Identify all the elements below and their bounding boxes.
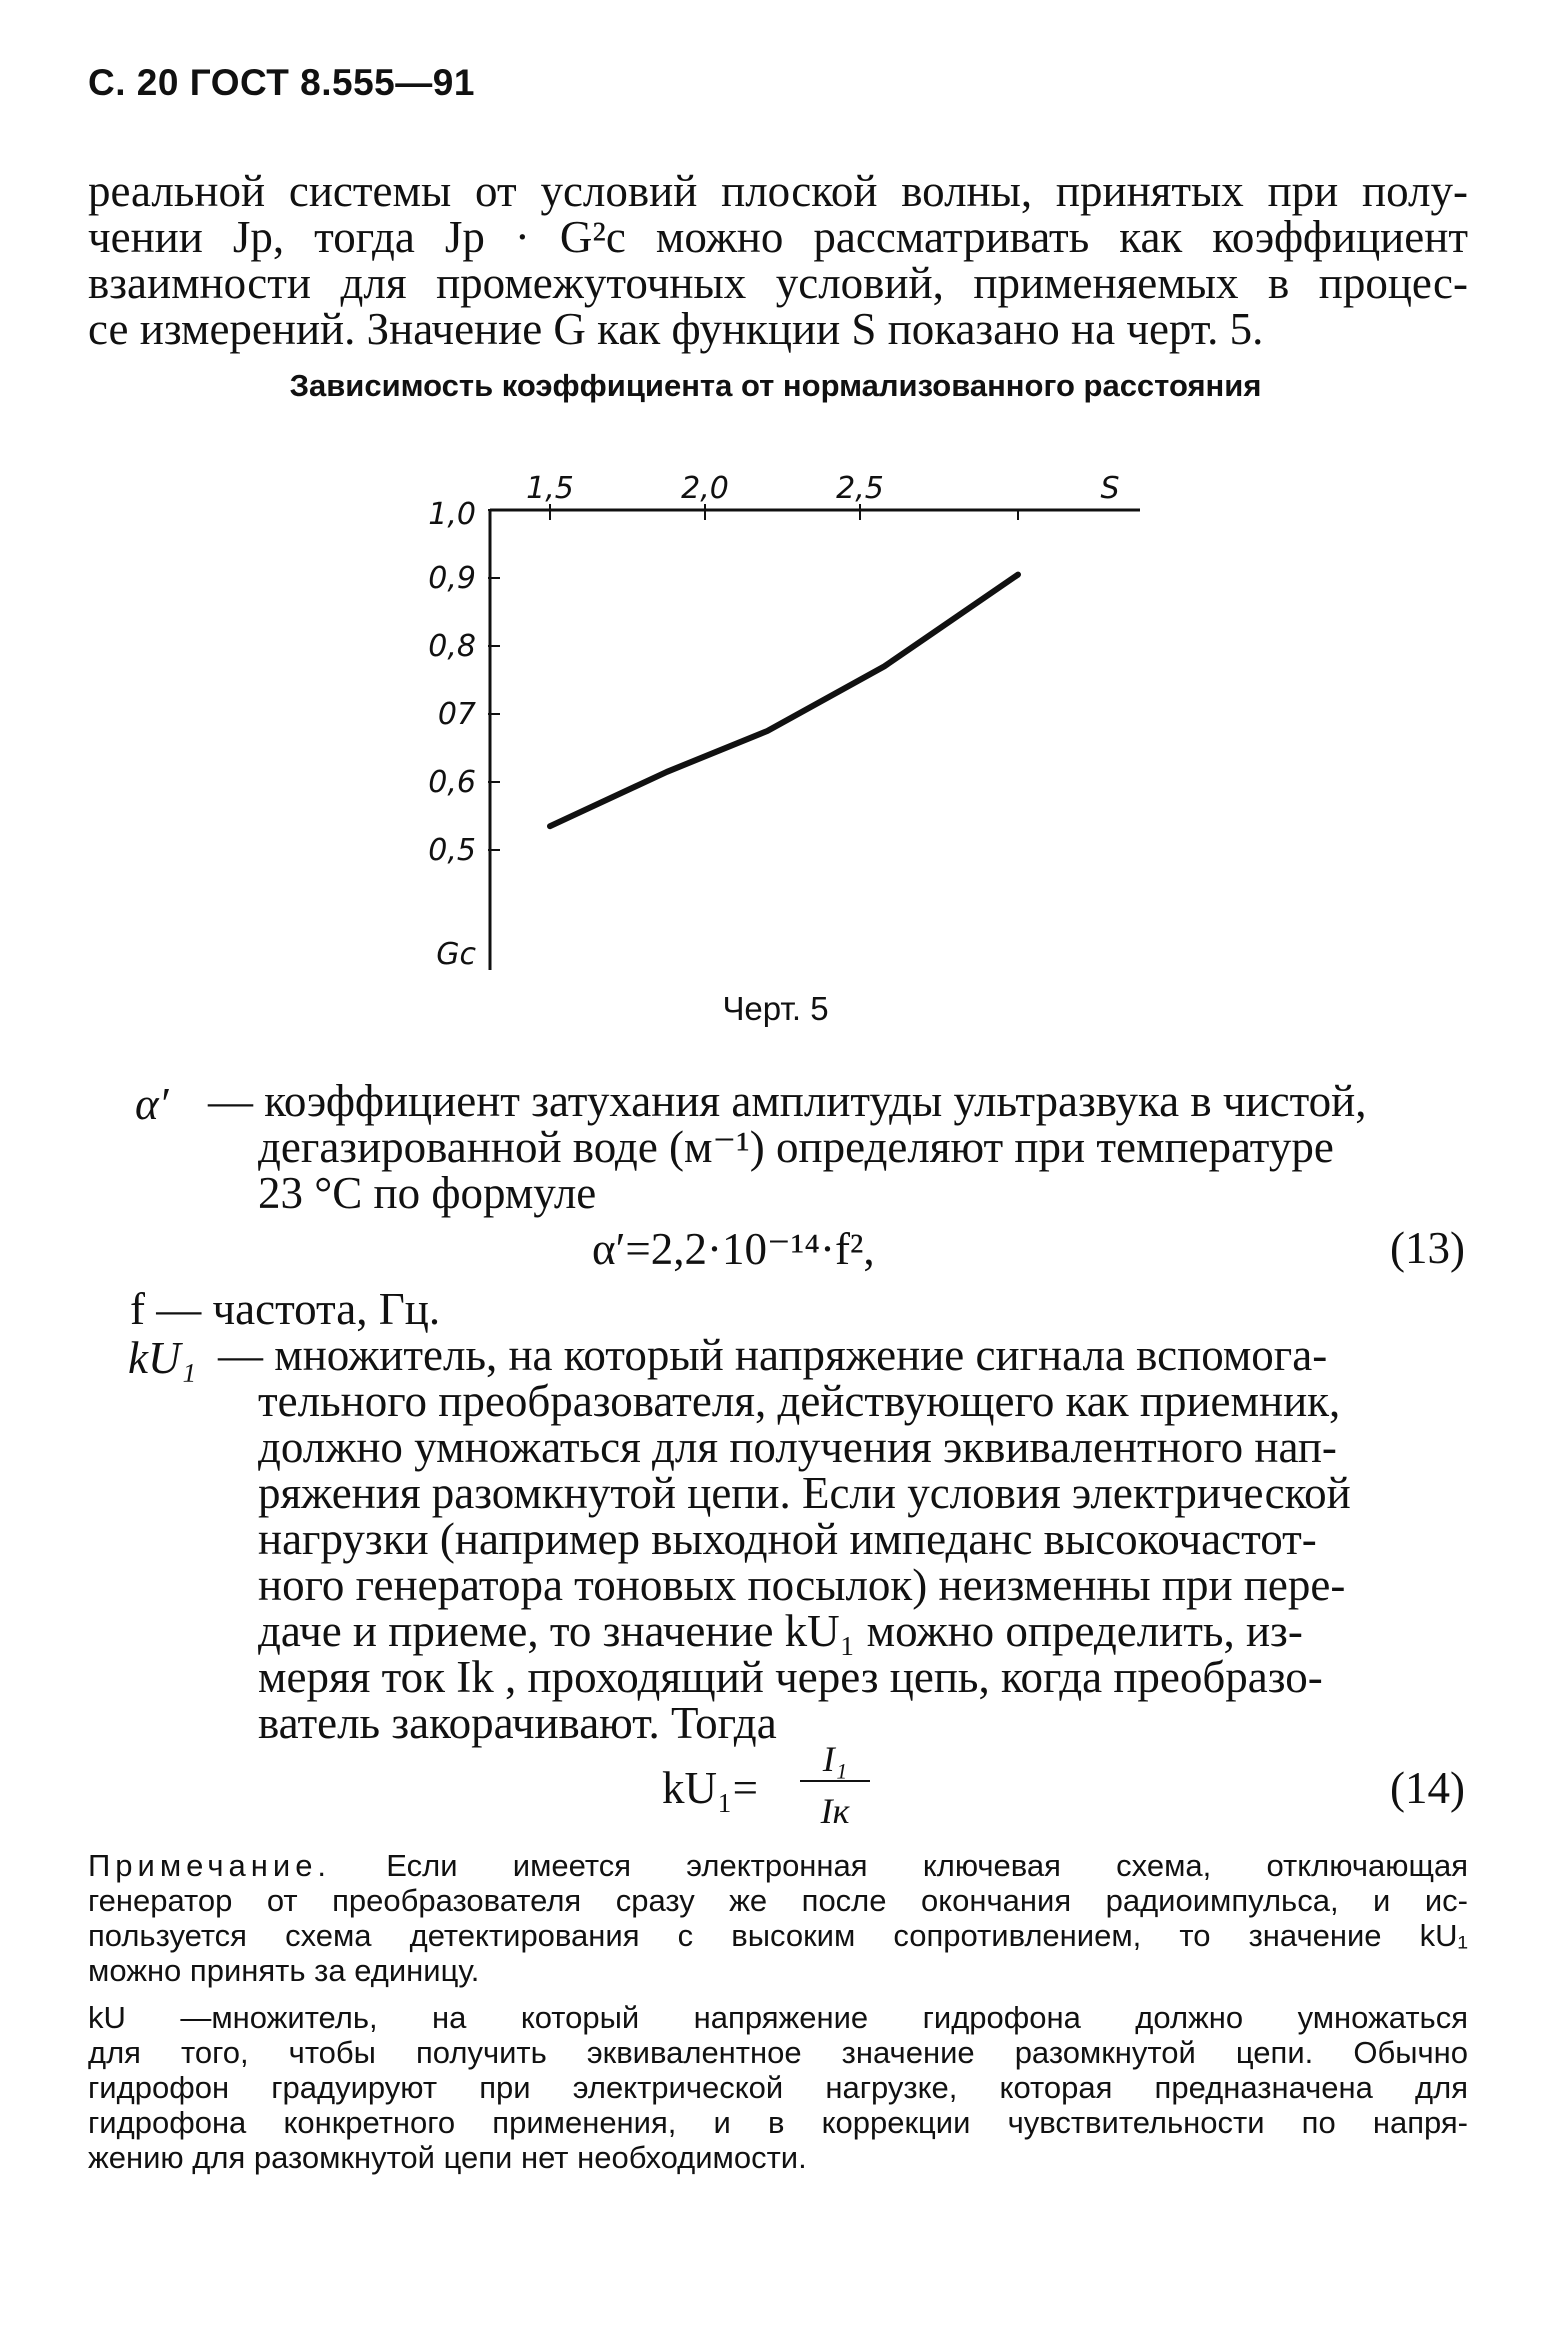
- note-block: [88, 1848, 1468, 1988]
- note-line: гидрофона конкретного применения, и в коррекции чувствительности по напря-: [88, 2105, 1468, 2140]
- text-line: реальной системы от условий плоской волны, принятых при полу-: [88, 166, 1468, 216]
- note-line: жению для разомкнутой цепи нет необходимости.: [88, 2140, 807, 2175]
- text-line: взаимности для промежуточных условий, применяемых в процес-: [88, 258, 1468, 308]
- text-line: се измерений. Значение G как функции S показано на черт. 5.: [88, 304, 1264, 354]
- f-definition: f — частота, Гц.: [130, 1284, 441, 1334]
- y-axis-label: Gc: [436, 937, 476, 972]
- text-line: тельного преобразователя, действующего как приемник,: [258, 1376, 1341, 1426]
- text-line: 23 °С по формуле: [258, 1168, 597, 1218]
- note-line: можно принять за единицу.: [88, 1953, 480, 1988]
- text-line: должно умножаться для получения эквивалентного нап-: [258, 1422, 1337, 1472]
- y-tick-label: 0,5: [428, 833, 476, 868]
- formula-14-denominator: Iк: [820, 1791, 850, 1831]
- note-line: генератор от преобразователя сразу же после окончания радиоимпульса, и ис-: [88, 1883, 1468, 1918]
- y-tick-label: 0,8: [428, 629, 476, 664]
- note-line: пользуется схема детектирования с высоким сопротивлением, то значение kU₁: [88, 1918, 1468, 1953]
- chart: [380, 440, 1180, 1000]
- figure-caption: Черт. 5: [722, 990, 829, 1027]
- x-tick-label: 2,0: [681, 471, 729, 506]
- y-tick-label: 0,6: [428, 765, 476, 800]
- equation-number-14: (14): [1390, 1763, 1465, 1813]
- text-line: — коэффициент затухания амплитуды ультразвука в чистой,: [208, 1076, 1367, 1126]
- note-label: Примечание.: [88, 1848, 332, 1883]
- y-tick-label: 0,9: [428, 561, 476, 596]
- series-line: [550, 575, 1018, 827]
- text-line: ряжения разомкнутой цепи. Если условия электрической: [258, 1468, 1351, 1518]
- x-tick-label: 1,5: [526, 471, 574, 506]
- text-line: дегазированной воде (м⁻¹) определяют при температуре: [258, 1122, 1334, 1172]
- ku1-definition-cont: [258, 1378, 1351, 1746]
- text-line: ватель закорачивают. Тогда: [258, 1698, 777, 1748]
- intro-paragraph: [88, 168, 1468, 352]
- alpha-definition-cont: [258, 1124, 1334, 1216]
- text-line: — множитель, на который напряжение сигнала вспомога-: [218, 1330, 1328, 1380]
- equation-number-13: (13): [1390, 1223, 1465, 1273]
- y-tick-label: 07: [437, 697, 476, 732]
- ku1-symbol: kU₁: [128, 1333, 197, 1383]
- formula-14-numerator: I₁: [800, 1738, 870, 1782]
- page-header: С. 20 ГОСТ 8.555—91: [88, 62, 475, 103]
- ku1-definition: [218, 1332, 1327, 1378]
- note-text: Если имеется электронная ключевая схема, отключающая: [331, 1848, 1468, 1883]
- y-tick-label: 1,0: [428, 497, 476, 532]
- note-line: гидрофон градуируют при электрической нагрузке, которая предназначена для: [88, 2070, 1468, 2105]
- note-line: kU —множитель, на который напряжение гидрофона должно умножаться: [88, 2000, 1468, 2035]
- text-line: чении Jр, тогда Jр · G²с можно рассматривать как коэффициент: [88, 212, 1468, 262]
- note-line: [88, 1848, 1468, 1883]
- note-line: для того, чтобы получить эквивалентное значение разомкнутой цепи. Обычно: [88, 2035, 1468, 2070]
- text-line: нагрузки (например выходной импеданс высокочастот-: [258, 1514, 1317, 1564]
- text-line: меряя ток Ik , проходящий через цепь, когда преобразо-: [258, 1652, 1323, 1702]
- alpha-definition: [208, 1078, 1367, 1124]
- x-axis-label: S: [1100, 471, 1120, 506]
- text-line: даче и приеме, то значение kU₁ можно определить, из-: [258, 1606, 1303, 1656]
- figure-title: Зависимость коэффициента от нормализованного расстояния: [289, 368, 1262, 403]
- text-line: ного генератора тоновых посылок) неизменны при пере-: [258, 1560, 1346, 1610]
- ku-definition: [88, 2000, 1468, 2175]
- formula-14-lhs: kU₁=: [662, 1763, 759, 1813]
- chart-svg: [380, 440, 1180, 1000]
- alpha-symbol: α′: [135, 1079, 169, 1129]
- x-tick-label: 2,5: [836, 471, 884, 506]
- formula-13: α′=2,2·10⁻¹⁴·f²,: [592, 1224, 875, 1274]
